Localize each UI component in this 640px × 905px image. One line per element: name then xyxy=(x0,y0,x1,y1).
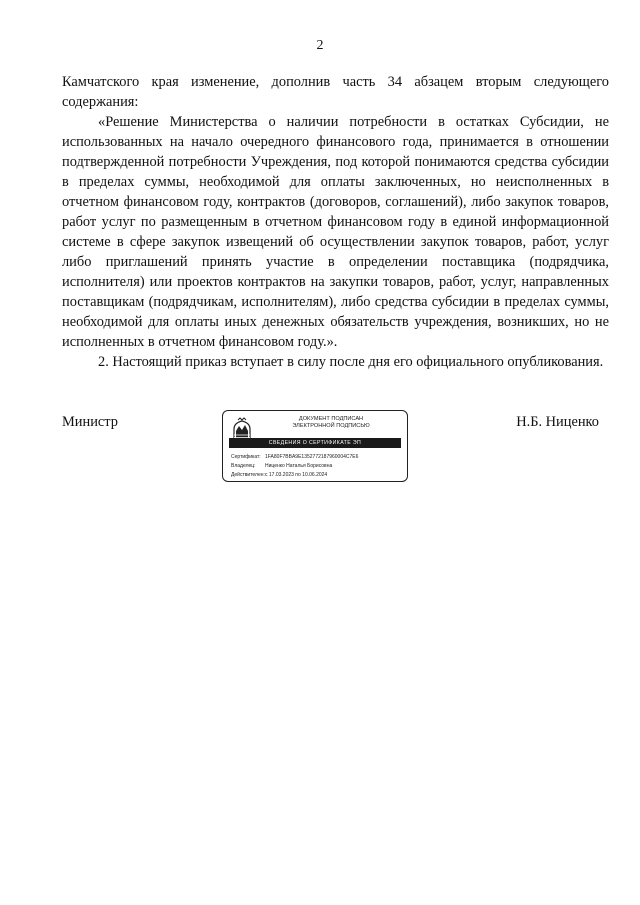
stamp-valid-value: с 17.03.2023 по 10.06.2024 xyxy=(265,472,328,478)
paragraph-quoted-decision: «Решение Министерства о наличии потребности в остатках Субсидии, не использованных на начало очередного финансового года, принимается в отношении подтвержденной потребности Учреждения, под которой понимаются средства субсидии в пределах суммы, необходимой для оплаты заключенных, но неисполненных в отчетном финансовом году, контрактов (договоров, соглашений), либо закупок товаров, работ услуг по размещенным в отчетном финансовом году в единой информационной системе в сфере закупок извещений об осуществлении закупок товаров, работ, услуг либо приглашений принять участие в определении поставщика (подрядчика, исполнителя) или проектов контрактов на закупки товаров, работ, услуг, направленных поставщикам (подрядчикам, исполнителям), либо средства субсидии в пределах суммы, необходимой для оплаты иных денежных обязательств учреждения, возникших, но не исполненных в отчетном финансовом году.». xyxy=(62,114,609,350)
paragraph-continuation: Камчатского края изменение, дополнив часть 34 абзацем вторым следующего содержания: xyxy=(62,74,609,110)
stamp-validity-row xyxy=(231,472,327,478)
stamp-certificate-row xyxy=(231,454,358,460)
stamp-header-line2: ЭЛЕКТРОННОЙ ПОДПИСЬЮ xyxy=(292,423,370,429)
stamp-certificate-value: 1FA80F7BBA9E1352772187960004C7E6 xyxy=(265,454,359,460)
stamp-owner-label: Владелец: xyxy=(231,463,256,469)
stamp-header-line1: ДОКУМЕНТ ПОДПИСАН xyxy=(298,416,364,422)
stamp-header xyxy=(259,416,403,430)
paragraph-effective-date: 2. Настоящий приказ вступает в силу после дня его официального опубликования. xyxy=(98,354,604,370)
signer-title: Министр xyxy=(62,414,118,430)
stamp-valid-label: Действителен: xyxy=(231,472,265,478)
stamp-certificate-bar: СВЕДЕНИЯ О СЕРТИФИКАТЕ ЭП xyxy=(229,438,401,448)
stamp-owner-value: Ниценко Наталья Борисовна xyxy=(265,463,333,469)
document-body xyxy=(62,72,609,372)
stamp-certificate-label: Сертификат: xyxy=(231,454,261,460)
stamp-owner-row xyxy=(231,463,332,469)
electronic-signature-stamp xyxy=(222,410,408,482)
signer-name: Н.Б. Ниценко xyxy=(516,414,599,430)
page-number: 2 xyxy=(316,38,324,53)
